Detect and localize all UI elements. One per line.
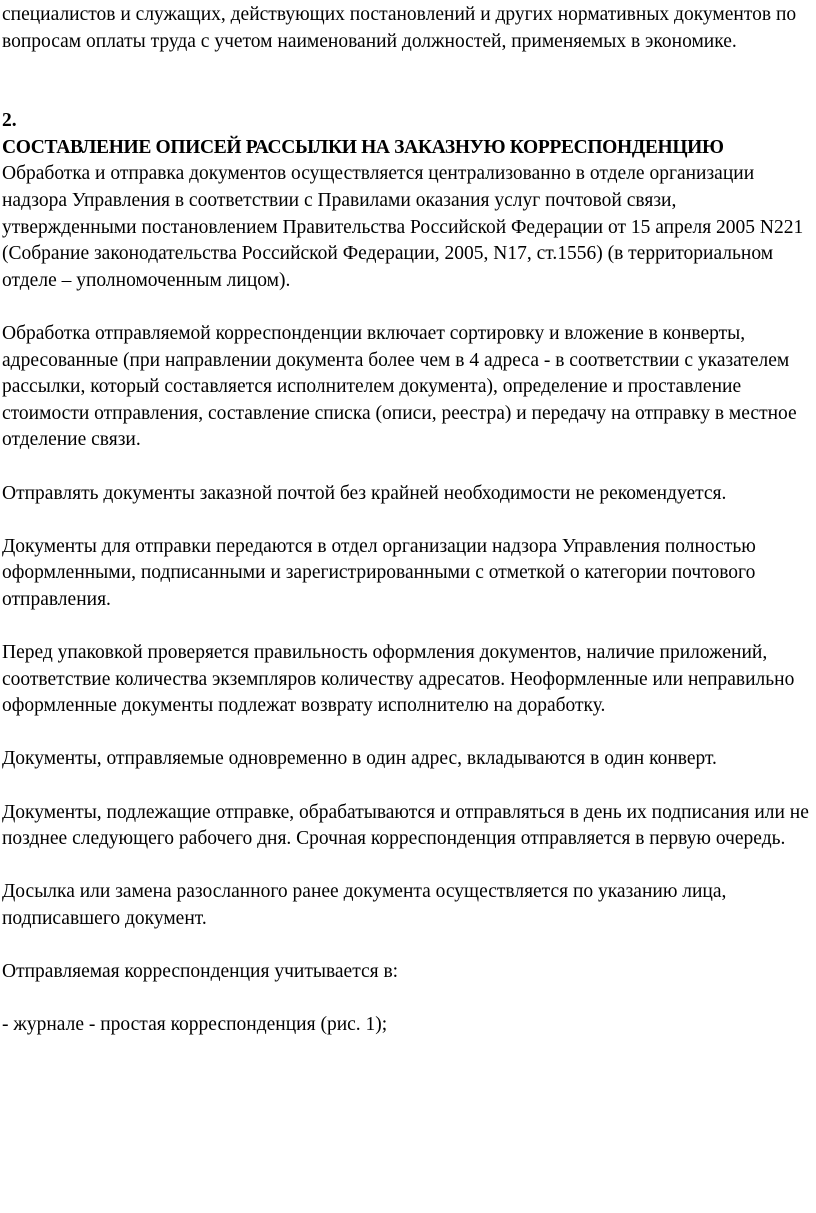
paragraph-processing: Обработка и отправка документов осуществляется централизованно в отделе организации надзора Управления в соответствии с Правилами оказания услуг почтовой связи, утвержденными постановлением Правительства Российской Федерации от 15 апреля 2005 N221 (Собрание законодательства Российской Федерации, 2005, N17, ст.1556) (в территориальном отделе – уполномоченным лицом).: [2, 163, 804, 291]
spacer: [2, 454, 814, 481]
spacer: [2, 986, 814, 1013]
spacer: [2, 507, 814, 534]
paragraph-registered-mail: Отправлять документы заказной почтой без крайней необходимости не рекомендуется.: [2, 482, 727, 504]
document-page: [2, 2, 814, 1039]
paragraph-one-envelope: Документы, отправляемые одновременно в один адрес, вкладываются в один конверт.: [2, 748, 717, 770]
intro-paragraph: специалистов и служащих, действующих постановлений и других нормативных документов по вопросам оплаты труда с учетом наименований должностей, применяемых в экономике.: [2, 4, 797, 52]
paragraph-handover: Документы для отправки передаются в отдел организации надзора Управления полностью оформленными, подписанными и зарегистрированными с отметкой о категории почтового отправления.: [2, 535, 756, 610]
spacer: [2, 613, 814, 640]
spacer: [2, 294, 814, 321]
spacer: [2, 55, 814, 108]
section-title: СОСТАВЛЕНИЕ ОПИСЕЙ РАССЫЛКИ НА ЗАКАЗНУЮ КОРРЕСПОНДЕНЦИЮ: [2, 136, 724, 158]
spacer: [2, 773, 814, 800]
paragraph-sorting: Обработка отправляемой корреспонденции включает сортировку и вложение в конверты, адресованные (при направлении документа более чем в 4 адреса - в соответствии с указателем рассылки, который составляется исполнителем документа), определение и проставление стоимости отправления, составление списка (описи, реестра) и передачу на отправку в местное отделение связи.: [2, 322, 797, 451]
list-item-journal: - журнале - простая корреспонденция (рис. 1);: [2, 1014, 388, 1036]
spacer: [2, 853, 814, 880]
paragraph-resend: Досылка или замена разосланного ранее документа осуществляется по указанию лица, подписавшего документ.: [2, 881, 727, 929]
paragraph-timing: Документы, подлежащие отправке, обрабатываются и отправляться в день их подписания или не позднее следующего рабочего дня. Срочная корреспонденция отправляется в первую очередь.: [2, 801, 809, 850]
section-number: 2.: [2, 110, 17, 132]
paragraph-accounting: Отправляемая корреспонденция учитывается в:: [2, 961, 399, 983]
spacer: [2, 933, 814, 960]
spacer: [2, 720, 814, 747]
paragraph-check: Перед упаковкой проверяется правильность оформления документов, наличие приложений, соответствие количества экземпляров количеству адресатов. Неоформленные или неправильно оформленные документы подлежат возврату исполнителю на доработку.: [2, 642, 795, 717]
